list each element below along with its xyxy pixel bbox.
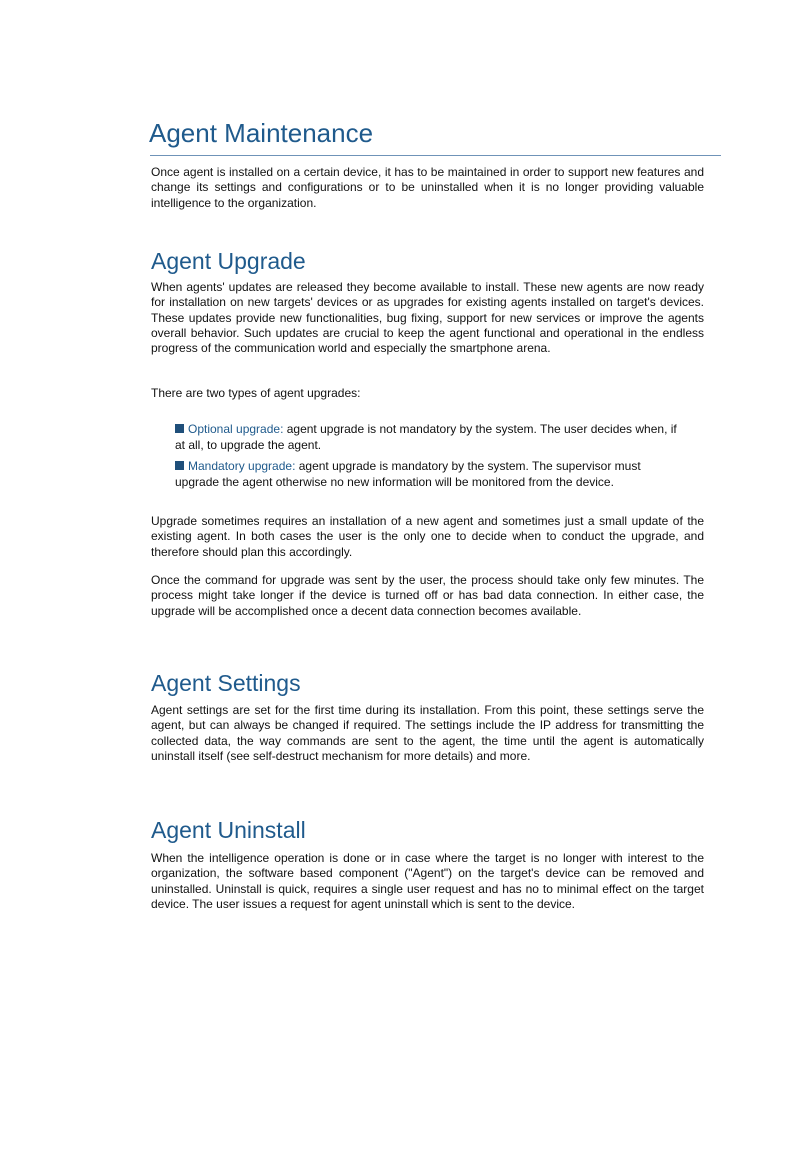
square-bullet-icon [175, 461, 184, 470]
section-heading-settings: Agent Settings [151, 670, 301, 696]
upgrade-paragraph-3: Once the command for upgrade was sent by the user, the process should take only few minutes. The process might take longer if the device is turned off or has bad data connection. In either case, the upgrade will be accomplished once a decent data connection becomes available. [151, 573, 704, 618]
bullet-text: agent upgrade is mandatory by the system. The supervisor must upgrade the agent otherwise no new information will be monitored from the device. [175, 459, 641, 489]
page-title: Agent Maintenance [149, 118, 374, 148]
bullet-term: Mandatory upgrade: [188, 459, 296, 473]
intro-paragraph: Once agent is installed on a certain device, it has to be maintained in order to support new features and change its settings and configurations or to be uninstalled when it is no longer providing valuable intelligence to the organization. [151, 165, 704, 210]
bullet-mandatory-upgrade [175, 458, 657, 490]
settings-paragraph: Agent settings are set for the first time during its installation. From this point, these settings serve the agent, but can always be changed if required. The settings include the IP address for transmitting the collected data, the way commands are sent to the agent, the time until the agent is automatically uninstall itself (see self-destruct mechanism for more details) and more. [151, 703, 704, 763]
bullet-term: Optional upgrade: [188, 422, 284, 436]
upgrade-types-intro: There are two types of agent upgrades: [151, 386, 361, 400]
upgrade-paragraph-1: When agents' updates are released they become available to install. These new agents are now ready for installation on new targets' devices or as upgrades for existing agents installed on target's devices. These updates provide new functionalities, bug fixing, support for new services or improve the agents overall behavior. Such updates are crucial to keep the agent functional and operational in the endless progress of the communication world and especially the smartphone arena. [151, 280, 704, 356]
square-bullet-icon [175, 424, 184, 433]
uninstall-paragraph: When the intelligence operation is done or in case where the target is no longer with interest to the organization, the software based component ("Agent") on the target's device can be removed and uninstalled. Uninstall is quick, requires a single user request and has no to minimal effect on the target device. The user issues a request for agent uninstall which is sent to the device. [151, 851, 704, 911]
section-heading-uninstall: Agent Uninstall [151, 817, 306, 843]
bullet-optional-upgrade [175, 421, 681, 453]
title-underline [150, 155, 721, 156]
section-heading-upgrade: Agent Upgrade [151, 248, 306, 274]
upgrade-paragraph-2: Upgrade sometimes requires an installation of a new agent and sometimes just a small update of the existing agent. In both cases the user is the only one to decide when to conduct the upgrade, and therefore should plan this accordingly. [151, 514, 704, 559]
bullet-text: agent upgrade is not mandatory by the system. The user decides when, if at all, to upgrade the agent. [175, 422, 677, 452]
